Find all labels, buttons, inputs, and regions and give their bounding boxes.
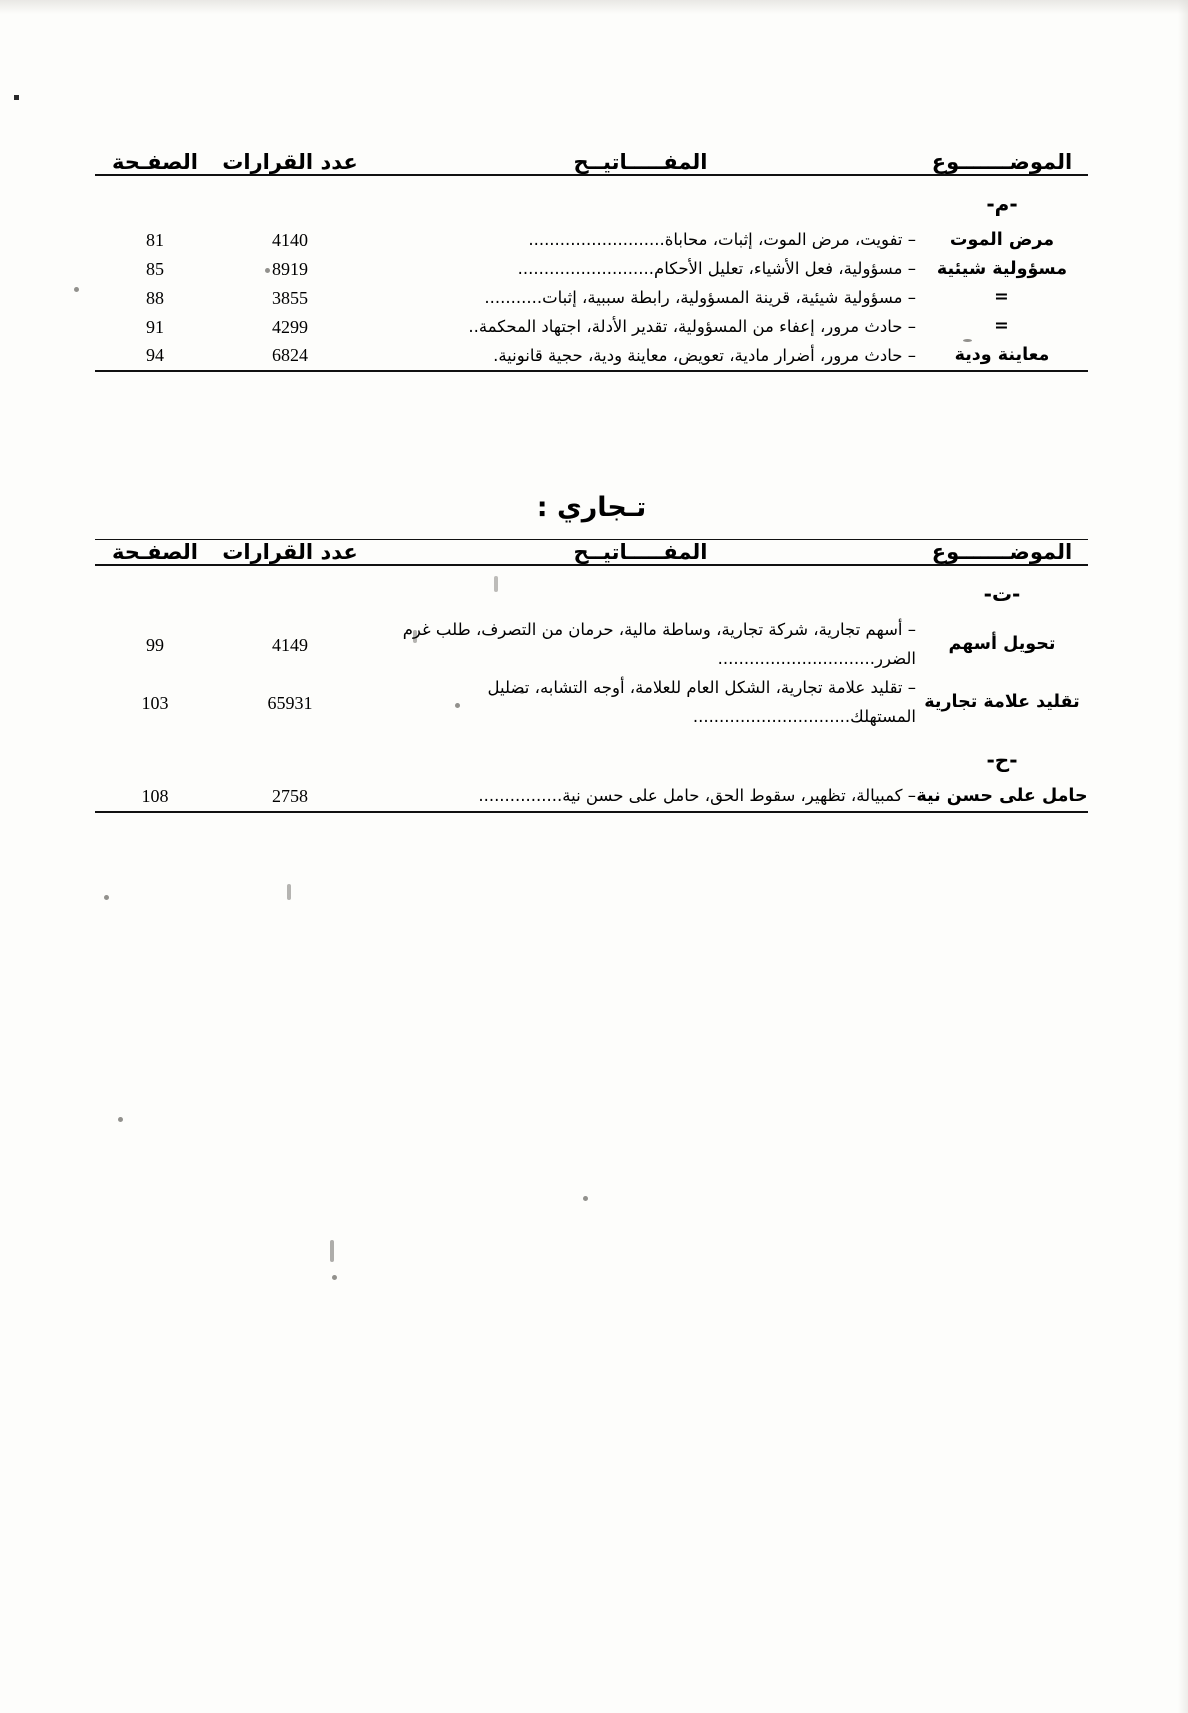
row-keys: – حادث مرور، إعفاء من المسؤولية، تقدير الأدلة، اجتهاد المحكمة.. <box>468 316 916 336</box>
table-bottom-rule <box>95 371 1088 380</box>
table-row <box>95 782 1088 812</box>
row-page-number: 103 <box>141 692 169 713</box>
row-keys: – أسهم تجارية، شركة تجارية، وساطة مالية، حرمان من التصرف، طلب غرم الضرر.............................. <box>402 620 916 669</box>
row-page-number: 85 <box>146 258 164 279</box>
header-page-number: الصفـحة <box>112 150 198 174</box>
row-subject: مسؤولية شيئية <box>936 258 1068 279</box>
row-keys: – كمبيالة، تظهير، سقوط الحق، حامل على حسن نية................ <box>478 785 916 805</box>
row-keys: – حادث مرور، أضرار مادية، تعويض، معاينة ودية، حجية قانونية. <box>493 345 916 365</box>
row-subject: = <box>994 316 1010 337</box>
table-m-header-row <box>95 150 1088 175</box>
row-decisions-count: 6824 <box>272 345 308 366</box>
row-decisions-count: 3855 <box>272 287 308 308</box>
scan-speck <box>332 1275 337 1280</box>
row-keys: – تقليد علامة تجارية، الشكل العام للعلامة، أوجه التشابه، تضليل المستهلك.............................. <box>487 678 916 726</box>
row-subject: مرض الموت <box>949 229 1055 250</box>
table-m-bottom-rule-row <box>95 371 1088 380</box>
scan-artifact-corner <box>14 95 19 100</box>
table-m-head <box>95 150 1088 176</box>
table-commercial-bottom-rule-row <box>95 812 1088 827</box>
row-keys: – تفويت، مرض الموت، إثبات، محاباة.......................... <box>528 230 916 249</box>
row-decisions-count: 4140 <box>272 229 308 250</box>
letter-spacer <box>215 732 365 782</box>
row-decisions-count: 65931 <box>267 692 313 713</box>
letter-group-row <box>95 176 1088 226</box>
letter-spacer <box>95 566 215 616</box>
header-page-number: الصفـحة <box>112 540 198 565</box>
row-subject: تحويل أسهم <box>948 634 1056 655</box>
index-table-commercial <box>95 539 1088 826</box>
header-subject: الموضـــــــوع <box>931 540 1073 565</box>
table-row <box>95 313 1088 342</box>
letter-spacer <box>365 566 916 616</box>
row-subject: = <box>994 287 1010 308</box>
scan-speck <box>330 1240 334 1262</box>
scan-edge-right <box>1178 0 1188 1713</box>
table-bottom-rule <box>95 812 1088 827</box>
table-row <box>95 284 1088 313</box>
letter-heading: -ح- <box>986 747 1018 772</box>
letter-group-row <box>95 732 1088 782</box>
row-decisions-count: 4299 <box>272 316 308 337</box>
row-keys: – مسؤولية، فعل الأشياء، تعليل الأحكام.......................... <box>517 258 916 278</box>
index-table-commercial-wrapper <box>95 492 1088 826</box>
row-subject: حامل على حسن نية <box>916 785 1088 806</box>
letter-spacer <box>215 176 365 226</box>
index-content <box>95 150 1088 827</box>
section-title-commercial: تـجاري : <box>536 492 647 524</box>
letter-group-row <box>95 566 1088 616</box>
table-m-body <box>95 176 1088 380</box>
letter-spacer <box>95 176 215 226</box>
row-decisions-count: 8919 <box>272 258 308 279</box>
letter-heading: -م- <box>986 192 1018 216</box>
table-row <box>95 674 1088 732</box>
row-page-number: 94 <box>146 345 164 366</box>
row-page-number: 88 <box>146 287 164 308</box>
row-page-number: 99 <box>146 634 164 655</box>
table-row <box>95 226 1088 255</box>
header-keys: المفـــــاتيــح <box>573 540 708 565</box>
index-table-m <box>95 150 1088 380</box>
row-keys: – مسؤولية شيئية، قرينة المسؤولية، رابطة سببية، إثبات........... <box>484 287 916 307</box>
row-subject: معاينة ودية <box>954 345 1050 366</box>
scan-speck <box>118 1117 123 1122</box>
table-row <box>95 342 1088 372</box>
row-subject: تقليد علامة تجارية <box>924 692 1080 713</box>
letter-spacer <box>365 732 916 782</box>
scan-speck <box>104 895 109 900</box>
letter-spacer <box>95 732 215 782</box>
row-page-number: 91 <box>146 316 164 337</box>
letter-spacer <box>365 176 916 226</box>
row-page-number: 81 <box>146 229 164 250</box>
scan-speck <box>583 1196 588 1201</box>
header-subject: الموضـــــــوع <box>931 150 1073 174</box>
table-commercial-head <box>95 540 1088 567</box>
scan-edge-top <box>0 0 1188 14</box>
table-row <box>95 616 1088 674</box>
header-decisions-count: عدد القرارات <box>222 150 358 174</box>
letter-heading: -ت- <box>983 582 1021 607</box>
section-gap <box>95 380 1088 492</box>
header-decisions-count: عدد القرارات <box>222 540 358 565</box>
table-commercial-header-row <box>95 540 1088 565</box>
letter-spacer <box>215 566 365 616</box>
row-page-number: 108 <box>141 785 169 806</box>
header-keys: المفـــــاتيــح <box>573 150 708 174</box>
scan-speck <box>74 287 79 292</box>
scan-speck <box>287 884 291 900</box>
table-commercial-body <box>95 566 1088 826</box>
table-row <box>95 255 1088 284</box>
row-decisions-count: 4149 <box>272 634 308 655</box>
index-table-m-wrapper <box>95 150 1088 380</box>
row-decisions-count: 2758 <box>272 785 308 806</box>
